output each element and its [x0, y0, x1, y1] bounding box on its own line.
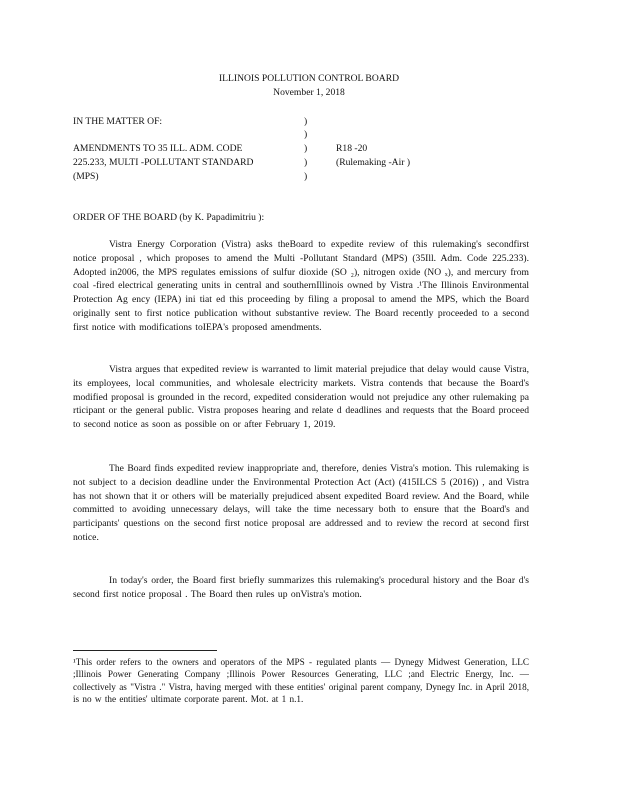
caption-paren: ) [304, 116, 308, 127]
caption-paren: ) [304, 129, 308, 140]
body-paragraph-4 [73, 574, 529, 602]
caption-paren: ) [304, 143, 308, 154]
board-name: ILLINOIS POLLUTION CONTROL BOARD [218, 73, 400, 84]
caption-title-line-1: AMENDMENTS TO 35 ILL. ADM. CODE [73, 143, 243, 154]
footnote-separator [73, 650, 217, 651]
caption-paren: ) [304, 157, 308, 168]
paragraph-text: The Board finds expedited review inappropriate and, therefore, denies Vistra's motion. This rulemaking is not subject to a decision deadline under the Environmental Protection Act (Act) (415ILCS 5 (2016)) , and Vistra has not shown that it or others will be materially prejudiced absent expedited Board review. And the Board, while committed to avoiding unnecessary delays, will take the time necessary both to ensure that the Board's and participants' questions on the second first notice proposal are addressed and to review the record at second first notice. [73, 463, 529, 543]
document-date: November 1, 2018 [273, 87, 345, 98]
caption-title-line-3: (MPS) [73, 171, 99, 182]
paragraph-text: Vistra Energy Corporation (Vistra) asks theBoard to expedite review of this rulemaking's secondfirst notice proposal , which proposes to amend the Multi -Pollutant Standard (MPS) (35Ill. Adm. Code 225.233). Adopted in2006, the MPS regulates emissions of sulfur dioxide (SO ₂), nitrogen oxide (NO ₓ), and mercury from coal -fired electrical generating units in central and southernIllinois owned by Vistra .¹The Illinois Environmental Protection Ag ency (IEPA) ini tiat ed this proceeding by filing a proposal to amend the MPS, which the Board originally sent to first notice publication without substantive review. The Board recently proceeded to a second first notice with modifications toIEPA's proposed amendments. [73, 239, 529, 333]
order-heading: ORDER OF THE BOARD (by K. Papadimitriu ): [73, 212, 265, 223]
paragraph-text: In today's order, the Board first briefly summarizes this rulemaking's procedural history and the Boar d's second first notice proposal . The Board then rules up onVistra's motion. [73, 575, 529, 600]
body-paragraph-2 [73, 363, 529, 432]
footnote-1: ¹This order refers to the owners and operators of the MPS - regulated plants — Dynegy Midwest Generation, LLC ;Illinois Power Generating Company ;Illinois Power Resources Generating, LLC ;and Electric Energy, Inc. — collectively as "Vistra ." Vistra, having merged with these entities' original parent company, Dynegy Inc. in April 2018, is no w the entities' ultimate corporate parent. Mot. at 1 n.1. [73, 657, 529, 705]
docket-type: (Rulemaking -Air ) [336, 157, 411, 168]
docket-number: R18 -20 [336, 143, 368, 154]
body-paragraph-3 [73, 462, 529, 545]
paragraph-text: Vistra argues that expedited review is warranted to limit material prejudice that delay would cause Vistra, its employees, local communities, and wholesale electricity markets. Vistra contends that because the Board's modified proposal is grounded in the record, expedited consideration would not prejudice any other rulemaking pa rticipant or the general public. Vistra proposes hearing and relate d deadlines and requests that the Board proceed to second notice as soon as possible on or after February 1, 2019. [73, 364, 529, 431]
caption-paren: ) [304, 171, 308, 182]
body-paragraph-1 [73, 238, 529, 335]
in-the-matter-label: IN THE MATTER OF: [73, 116, 163, 127]
caption-title-line-2: 225.233, MULTI -POLLUTANT STANDARD [73, 157, 254, 168]
